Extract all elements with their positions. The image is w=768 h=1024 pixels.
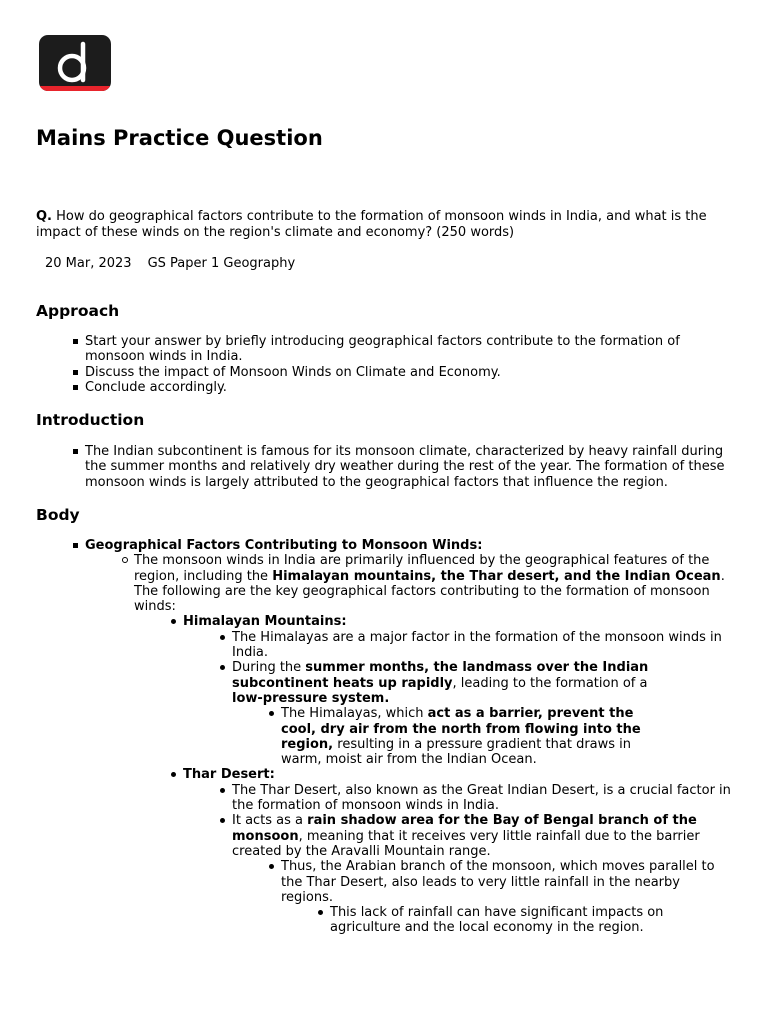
- factor-thar: [183, 767, 731, 935]
- approach-item: Conclude accordingly.: [85, 380, 731, 395]
- introduction-item: The Indian subcontinent is famous for its monsoon climate, characterized by heavy rainfall during the summer months and relatively dry weather during the rest of the year. The formation of these monsoon winds is largely attributed to the geographical factors that influence the region.: [85, 444, 731, 490]
- body-heading: Body: [36, 506, 80, 524]
- drishti-d-logo-icon: [39, 35, 111, 91]
- body-list: [85, 538, 731, 936]
- factor-title: Thar Desert:: [183, 767, 275, 783]
- introduction-list: [85, 444, 731, 490]
- question-category[interactable]: GS Paper 1 Geography: [147, 256, 296, 271]
- question-meta: [45, 256, 295, 272]
- page-title: Mains Practice Question: [36, 126, 323, 150]
- question-text: [36, 209, 736, 241]
- thar-point: It acts as a rain shadow area for the Bay of Bengal branch of the monsoon, meaning that it receives very little rainfall due to the barrier created by the Aravalli Mountain range. Thus, the Arabian branch of the monsoon, which moves parallel to the Thar Desert, also leads to very little rainfall in the nearby regions. This lack of rainfall can have significant impacts on agriculture and the local economy in the region.: [232, 813, 731, 935]
- himalaya-subpoints: [281, 706, 651, 767]
- factor-himalaya: [183, 614, 731, 767]
- factor-title: Himalayan Mountains:: [183, 614, 347, 630]
- question-prefix: Q.: [36, 209, 52, 224]
- thar-subsubpoint: This lack of rainfall can have significant impacts on agriculture and the local economy in the region.: [330, 905, 731, 936]
- body-section-item: [85, 538, 731, 936]
- himalaya-subpoint: The Himalayas, which act as a barrier, prevent the cool, dry air from the north from flowing into the region, resulting in a pressure gradient that draws in warm, moist air from the Indian Ocean.: [281, 706, 651, 767]
- himalaya-point: The Himalayas are a major factor in the formation of the monsoon winds in India.: [232, 630, 731, 661]
- thar-subsubpoints: [330, 905, 731, 936]
- himalaya-point: During the summer months, the landmass over the Indian subcontinent heats up rapidly, leading to the formation of a low-pressure system. The Himalayas, which act as a barrier, prevent the cool, dry air from the north from flowing into the region, resulting in a pressure gradient that draws in warm, moist air from the Indian Ocean.: [232, 660, 731, 767]
- body-sublist: [134, 553, 731, 935]
- body-section-title: Geographical Factors Contributing to Monsoon Winds:: [85, 538, 483, 553]
- question-date: 20 Mar, 2023: [45, 256, 132, 271]
- thar-points: [232, 783, 731, 936]
- approach-item: Discuss the impact of Monsoon Winds on Climate and Economy.: [85, 365, 731, 380]
- approach-heading: Approach: [36, 302, 120, 320]
- thar-point: The Thar Desert, also known as the Great Indian Desert, is a crucial factor in the formation of monsoon winds in India.: [232, 782, 731, 814]
- drishti-logo[interactable]: [39, 35, 111, 91]
- logo-accent-bar: [39, 86, 111, 91]
- question-body: How do geographical factors contribute to the formation of monsoon winds in India, and what is the impact of these winds on the region's climate and economy? (250 words): [36, 209, 707, 240]
- approach-list: [85, 334, 731, 395]
- himalaya-points: [232, 630, 731, 768]
- factor-list: [183, 614, 731, 935]
- introduction-heading: Introduction: [36, 411, 145, 429]
- approach-item: Start your answer by briefly introducing geographical factors contribute to the formation of monsoon winds in India.: [85, 334, 731, 365]
- thar-subpoints: [281, 859, 731, 935]
- body-overview-item: The monsoon winds in India are primarily influenced by the geographical features of the region, including the Himalayan mountains, the Thar desert, and the Indian Ocean. The following are the key geographical factors contributing to the formation of monsoon winds: Himalayan Mountains: The Himalayas are a major factor in the formation of the monsoon winds in India. During the summer months, the landmass over the Indian subcontinent heats up rapidly, leading to the formation of a low-pressure system. The Himalayas, which act as a barrier, prevent the cool, dry air from the north from flowing into the region, resulting in a pressure gradient that draws in warm, moist air from the Indian Ocean. Thar Desert: The Thar Desert, also known as the Great Indian Desert, is a crucial factor in the formation of monsoon winds in India. It acts as a rain shadow area for the Bay of Bengal branch of the monsoon, meaning that it receives very little rainfall due to the barrier created by the Aravalli Mountain range. Thus, the Arabian branch of the monsoon, which moves parallel to the Thar Desert, also leads to very little rainfall in the nearby regions. This lack of rainfall can have significant impacts on agriculture and the local economy in the region.: [134, 553, 731, 936]
- thar-subpoint: Thus, the Arabian branch of the monsoon, which moves parallel to the Thar Desert, also leads to very little rainfall in the nearby regions. This lack of rainfall can have significant impacts on agriculture and the local economy in the region.: [281, 859, 731, 935]
